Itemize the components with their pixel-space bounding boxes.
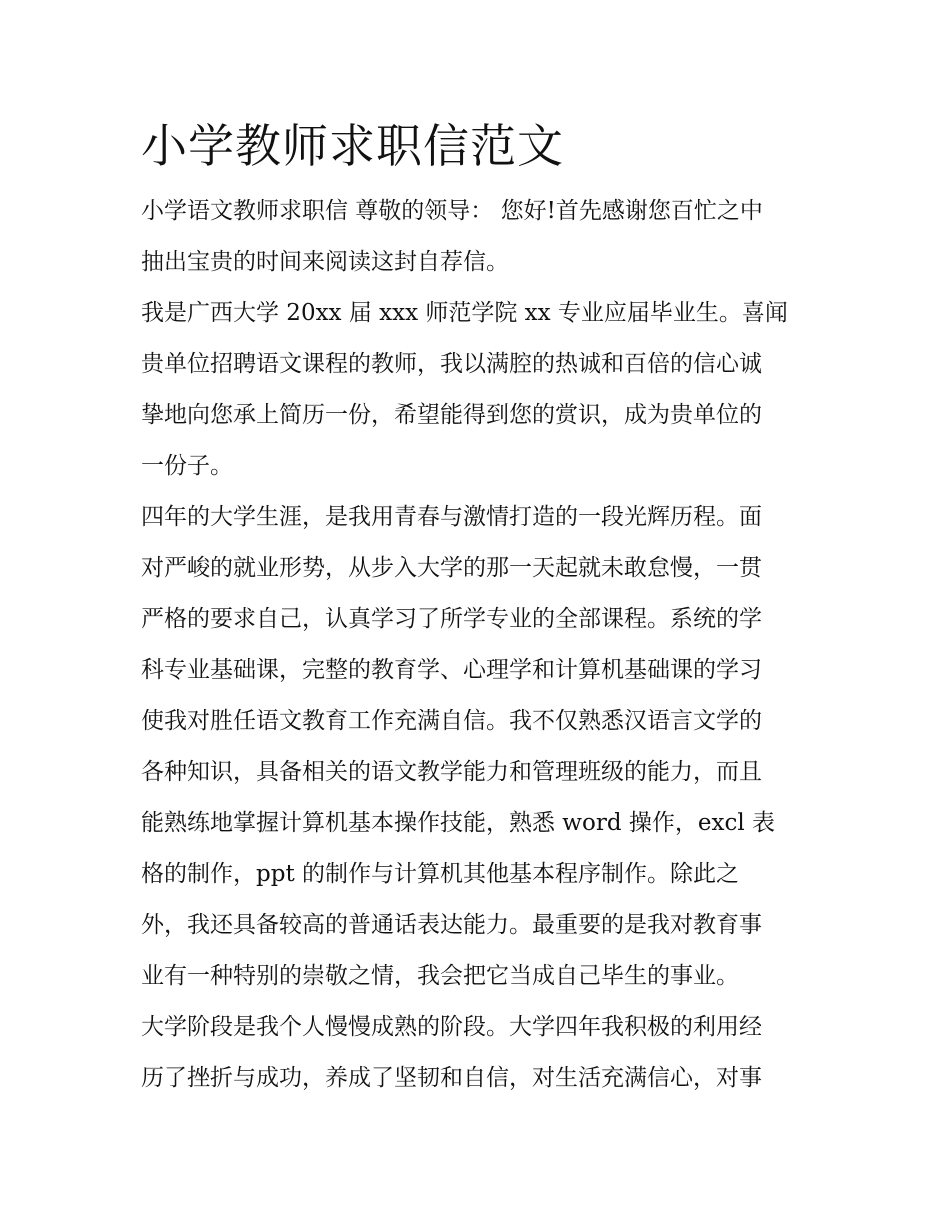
document-title: 小学教师求职信范文 [141, 119, 564, 173]
text-line: 使我对胜任语文教育工作充满自信。我不仅熟悉汉语言文学的 [141, 708, 762, 734]
text-line: 各种知识，具备相关的语文教学能力和管理班级的能力，而且 [141, 759, 762, 785]
text-line: 外，我还具备较高的普通话表达能力。最重要的是我对教育事 [141, 912, 762, 938]
text-line: 历了挫折与成功，养成了坚韧和自信，对生活充满信心，对事 [141, 1065, 762, 1091]
text-line: 我是广西大学 20xx 届 xxx 师范学院 xx 专业应届毕业生。喜闻 [141, 300, 788, 326]
text-line: 一份子。 [141, 453, 233, 479]
text-line: 格的制作，ppt 的制作与计算机其他基本程序制作。除此之 [141, 861, 739, 887]
text-line: 大学阶段是我个人慢慢成熟的阶段。大学四年我积极的利用经 [141, 1014, 762, 1040]
text-line: 业有一种特别的崇敬之情，我会把它当成自己毕生的事业。 [141, 963, 739, 989]
document-content [141, 112, 813, 1104]
text-line: 挚地向您承上简历一份，希望能得到您的赏识，成为贵单位的 [141, 402, 762, 428]
document-body [141, 186, 813, 1104]
text-line: 能熟练地掌握计算机基本操作技能，熟悉 word 操作，excl 表 [141, 810, 776, 836]
text-line: 严格的要求自己，认真学习了所学专业的全部课程。系统的学 [141, 606, 762, 632]
text-line: 对严峻的就业形势，从步入大学的那一天起就未敢怠慢，一贯 [141, 555, 762, 581]
text-line: 抽出宝贵的时间来阅读这封自荐信。 [141, 249, 509, 275]
text-line: 小学语文教师求职信 尊敬的领导： 您好!首先感谢您百忙之中 [141, 198, 763, 224]
text-line: 四年的大学生涯，是我用青春与激情打造的一段光辉历程。面 [141, 504, 762, 530]
text-line: 贵单位招聘语文课程的教师，我以满腔的热诚和百倍的信心诚 [141, 351, 762, 377]
text-line: 科专业基础课，完整的教育学、心理学和计算机基础课的学习 [141, 657, 762, 683]
